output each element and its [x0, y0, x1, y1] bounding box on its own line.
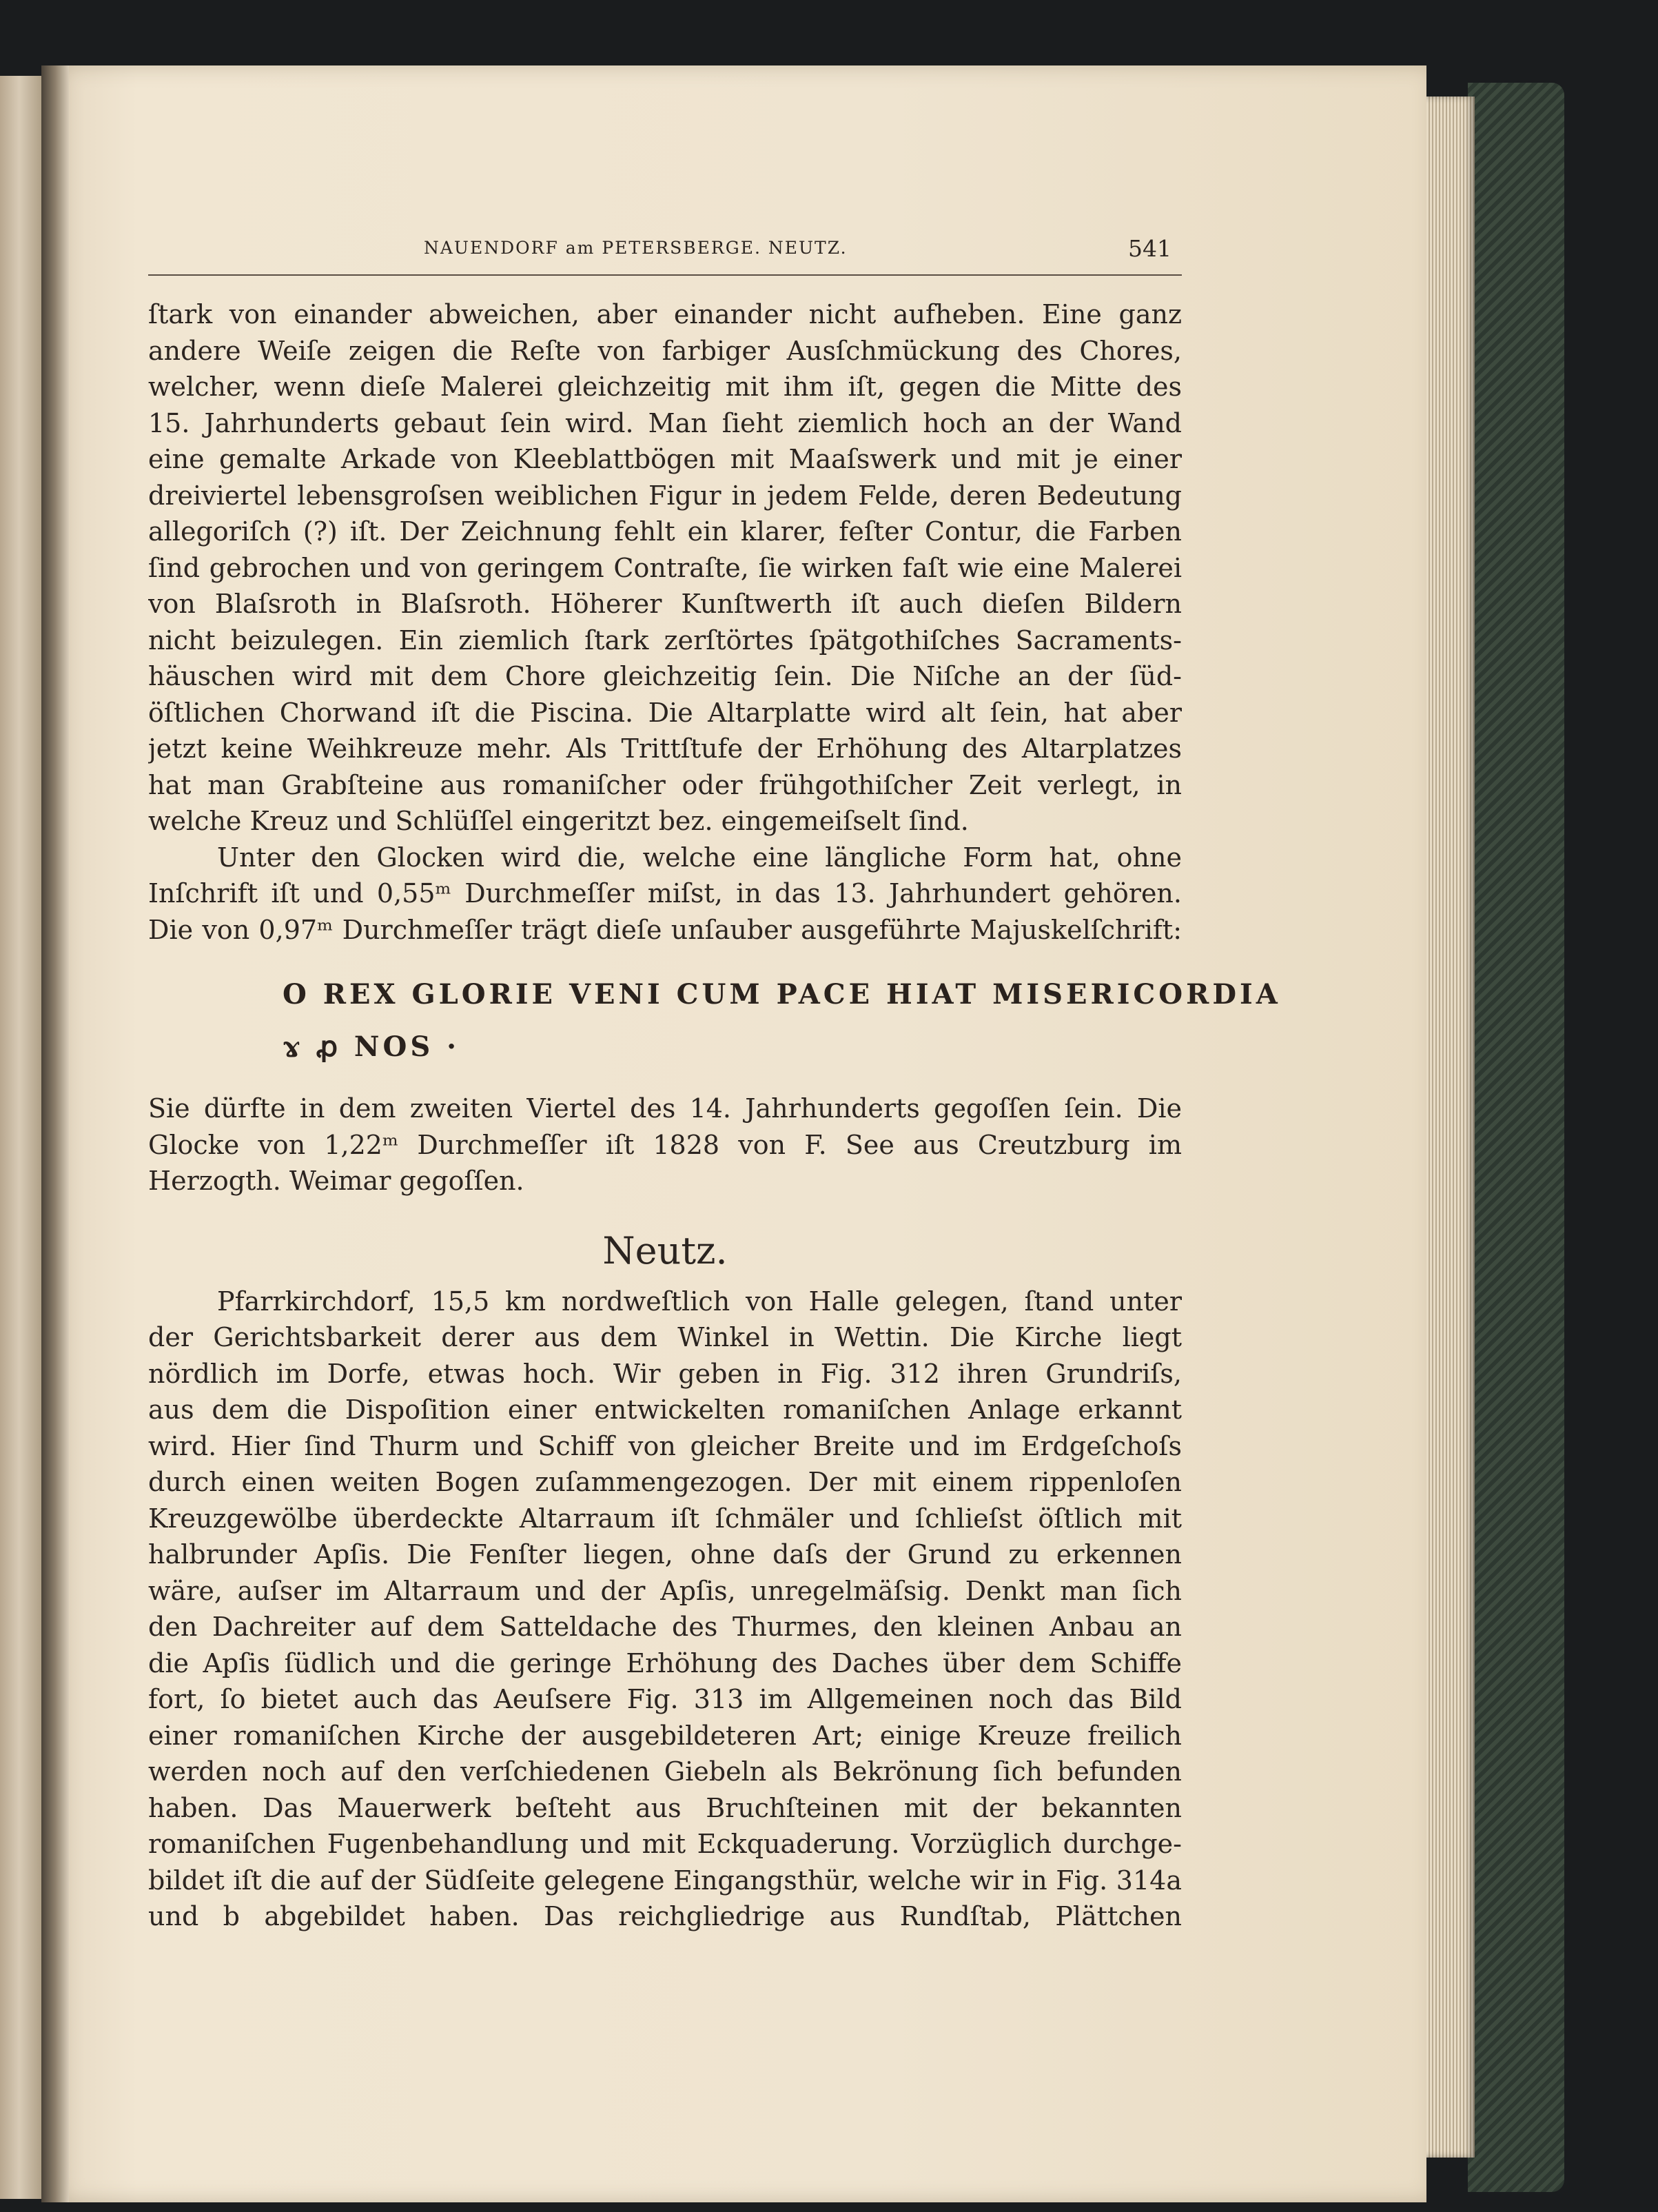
- inscription-line: ɤ ꝓ NOS ·: [283, 1031, 460, 1063]
- text-line: einer romaniſchen Kirche der ausgebildeteren Art; einige Kreuze freilich: [148, 1720, 1182, 1751]
- page-number: 541: [1128, 235, 1171, 262]
- text-line: halbrunder Apſis. Die Fenſter liegen, ohne daſs der Grund zu erkennen: [148, 1539, 1182, 1570]
- text-line: wird. Hier ſind Thurm und Schiff von gleicher Breite und im Erdgeſchoſs: [148, 1430, 1182, 1461]
- text-line: hat man Grabſteine aus romaniſcher oder frühgothiſcher Zeit verlegt, in: [148, 769, 1182, 800]
- text-line: die Apſis ſüdlich und die geringe Erhöhung des Daches über dem Schiffe: [148, 1647, 1182, 1678]
- paragraph-3: [148, 1090, 1182, 1199]
- book-cover: [1468, 83, 1564, 2192]
- body-text: [148, 296, 1281, 1935]
- section-heading: Neutz.: [602, 1228, 728, 1272]
- text-line: aus dem die Dispoſition einer entwickelten romaniſchen Anlage erkannt: [148, 1394, 1182, 1425]
- text-line: Sie dürfte in dem zweiten Viertel des 14. Jahrhunderts gegoſſen ſein. Die: [148, 1093, 1182, 1124]
- text-line: jetzt keine Weihkreuze mehr. Als Trittſtufe der Erhöhung des Altarplatzes: [148, 733, 1182, 764]
- text-line: der Gerichtsbarkeit derer aus dem Winkel in Wettin. Die Kirche liegt: [148, 1322, 1182, 1352]
- text-line: von Blaſsroth in Blaſsroth. Höherer Kunſtwerth iſt auch dieſen Bildern: [148, 589, 1182, 619]
- text-line: Herzogth. Weimar gegoſſen.: [148, 1166, 524, 1196]
- running-head: [372, 235, 1171, 265]
- text-line: haben. Das Mauerwerk beſteht aus Bruchſteinen mit der bekannten: [148, 1792, 1182, 1823]
- text-line: den Dachreiter auf dem Satteldache des Thurmes, den kleinen Anbau an: [148, 1612, 1182, 1642]
- text-line: wäre, auſser im Altarraum und der Apſis, unregelmäſsig. Denkt man ſich: [148, 1575, 1182, 1606]
- text-line: ſind gebrochen und von geringem Contraſte, ſie wirken faſt wie eine Malerei: [148, 552, 1182, 583]
- text-line: romaniſchen Fugenbehandlung und mit Eckquaderung. Vorzüglich durchge-: [148, 1829, 1182, 1859]
- paragraph-4: [148, 1283, 1182, 1935]
- text-line: allegoriſch (?) iſt. Der Zeichnung fehlt ein klarer, feſter Contur, die Farben: [148, 516, 1182, 547]
- text-line: 15. Jahrhunderts gebaut ſein wird. Man ſieht ziemlich hoch an der Wand: [148, 407, 1182, 438]
- book-gutter: [41, 65, 69, 2202]
- text-line: Unter den Glocken wird die, welche eine längliche Form hat, ohne: [217, 842, 1182, 873]
- text-line: Die von 0,97ᵐ Durchmeſſer trägt dieſe unſauber ausgeführte Majuskelſchrift:: [148, 914, 1182, 945]
- text-line: öſtlichen Chorwand iſt die Piscina. Die Altarplatte wird alt ſein, hat aber: [148, 697, 1182, 728]
- text-line: und b abgebildet haben. Das reichgliedrige aus Rundſtab, Plättchen: [148, 1901, 1182, 1931]
- text-line: durch einen weiten Bogen zuſammengezogen. Der mit einem rippenloſen: [148, 1467, 1182, 1497]
- text-line: eine gemalte Arkade von Kleeblattbögen mit Maaſswerk und mit je einer: [148, 444, 1182, 474]
- text-line: Inſchrift iſt und 0,55ᵐ Durchmeſſer miſst, in das 13. Jahrhundert gehören.: [148, 878, 1182, 909]
- text-line: andere Weiſe zeigen die Reſte von farbiger Ausſchmückung des Chores,: [148, 335, 1182, 366]
- text-line: dreiviertel lebensgroſsen weiblichen Figur in jedem Felde, deren Bedeutung: [148, 480, 1182, 511]
- running-head-title: NAUENDORF am PETERSBERGE. NEUTZ.: [424, 238, 848, 258]
- paragraph-1: [148, 296, 1182, 840]
- text-line: werden noch auf den verſchiedenen Giebeln als Bekrönung ſich befunden: [148, 1756, 1182, 1787]
- text-line: nördlich im Dorfe, etwas hoch. Wir geben in Fig. 312 ihren Grundriſs,: [148, 1358, 1182, 1389]
- text-line: bildet iſt die auf der Südſeite gelegene Eingangsthür, welche wir in Fig. 314a: [148, 1865, 1182, 1896]
- bell-inscription: [283, 968, 1281, 1073]
- text-line: welche Kreuz und Schlüſſel eingeritzt bez. eingemeiſselt ſind.: [148, 806, 969, 836]
- text-line: Glocke von 1,22ᵐ Durchmeſſer iſt 1828 von F. See aus Creutzburg im: [148, 1129, 1182, 1160]
- paragraph-2: [148, 840, 1182, 948]
- header-rule: [148, 274, 1182, 276]
- text-line: fort, ſo bietet auch das Aeuſsere Fig. 313 im Allgemeinen noch das Bild: [148, 1684, 1182, 1714]
- text-line: nicht beizulegen. Ein ziemlich ſtark zerſtörtes ſpätgothiſches Sacraments-: [148, 625, 1182, 656]
- text-line: Kreuzgewölbe überdeckte Altarraum iſt ſchmäler und ſchlieſst öſtlich mit: [148, 1503, 1182, 1534]
- text-line: ſtark von einander abweichen, aber einander nicht aufheben. Eine ganz: [148, 299, 1182, 329]
- text-line: häuschen wird mit dem Chore gleichzeitig ſein. Die Niſche an der ſüd-: [148, 661, 1182, 691]
- text-line: Pfarrkirchdorf, 15,5 km nordweſtlich von Halle gelegen, ſtand unter: [217, 1286, 1182, 1317]
- text-line: welcher, wenn dieſe Malerei gleichzeitig mit ihm iſt, gegen die Mitte des: [148, 372, 1182, 402]
- inscription-line: O REX GLORIE VENI CUM PACE HIAT MISERICORDIA: [283, 978, 1281, 1011]
